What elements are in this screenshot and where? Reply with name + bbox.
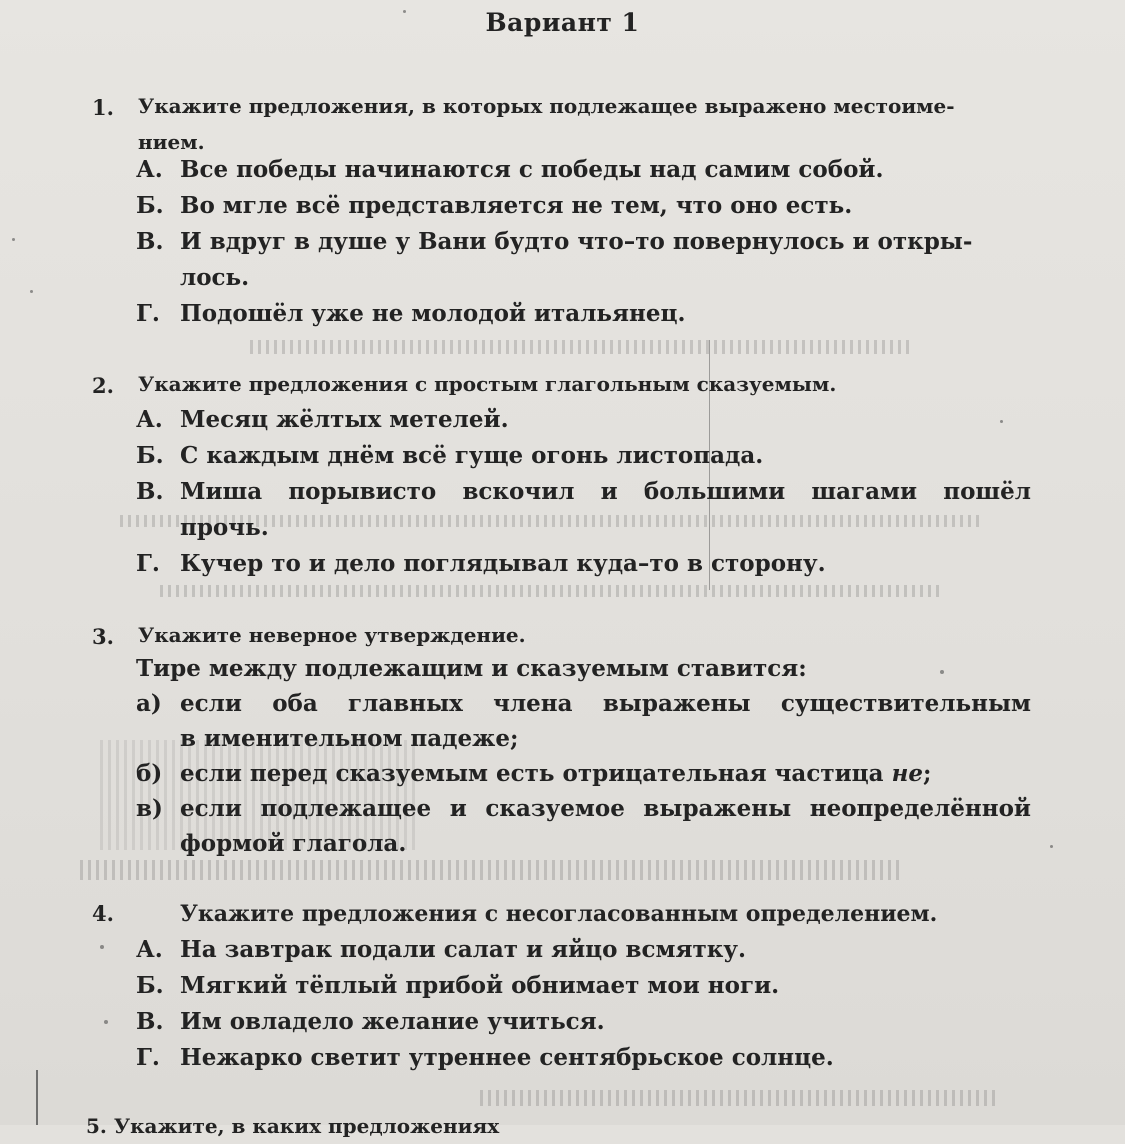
question-stem: Укажите предложения с простым глагольным сказуемым. xyxy=(138,372,837,396)
speck xyxy=(940,670,944,674)
option-a xyxy=(136,686,1031,722)
option-text-italic: не xyxy=(891,760,923,787)
option-text: Кучер то и дело поглядывал куда–то в сторону. xyxy=(180,550,826,577)
option-letter: Б. xyxy=(136,192,164,219)
option-text: Им овладело желание учиться. xyxy=(180,1008,605,1035)
option-text: И вдруг в душе у Вани будто что–то повернулось и откры- xyxy=(180,228,973,255)
option-b xyxy=(136,756,931,792)
option-text-continued: прочь. xyxy=(180,514,269,541)
question-5-cutoff: 5. Укажите, в каких предложениях xyxy=(86,1114,500,1138)
question-number: 4. xyxy=(92,901,114,926)
question-number: 2. xyxy=(92,373,114,398)
option-letter: Г. xyxy=(136,550,160,577)
option-text-continued: лось. xyxy=(180,264,250,291)
option-letter: А. xyxy=(136,406,163,433)
option-a xyxy=(136,152,884,188)
option-b xyxy=(136,438,763,474)
question-stem: нием. xyxy=(138,130,205,154)
option-v xyxy=(136,791,1031,827)
option-text: Все победы начинаются с победы над самим собой. xyxy=(180,156,884,183)
option-letter: в) xyxy=(136,795,163,822)
scan-smudge xyxy=(480,1090,1000,1106)
option-g xyxy=(136,546,826,582)
option-letter: А. xyxy=(136,156,163,183)
speck xyxy=(100,945,104,949)
option-letter: В. xyxy=(136,1008,164,1035)
question-stem: Укажите неверное утверждение. xyxy=(138,623,526,647)
question-number: 3. xyxy=(92,624,114,649)
option-text: если перед сказуемым есть отрицательная частица xyxy=(180,760,892,787)
speck xyxy=(30,290,33,293)
option-letter: А. xyxy=(136,936,163,963)
option-g xyxy=(136,296,685,332)
option-text: С каждым днём всё гуще огонь листопада. xyxy=(180,442,764,469)
speck xyxy=(104,1020,108,1024)
option-text-end: ; xyxy=(922,760,932,787)
speck xyxy=(12,238,15,241)
option-letter: Г. xyxy=(136,1044,160,1071)
scan-smudge xyxy=(80,860,900,880)
option-text: если подлежащее и сказуемое выражены неопределённой xyxy=(180,795,1031,822)
option-letter: Г. xyxy=(136,300,160,327)
option-text: если оба главных члена выражены существительным xyxy=(180,690,1031,717)
option-v xyxy=(136,1004,605,1040)
option-text-continued: формой глагола. xyxy=(180,830,407,857)
option-text: Нежарко светит утреннее сентябрьское солнце. xyxy=(180,1044,834,1071)
scan-line-left xyxy=(36,1070,38,1125)
option-letter: Б. xyxy=(136,972,164,999)
question-stem: Укажите предложения с несогласованным определением. xyxy=(180,901,938,927)
option-text: Месяц жёлтых метелей. xyxy=(180,406,509,433)
option-text: Подошёл уже не молодой итальянец. xyxy=(180,300,686,327)
scan-smudge xyxy=(250,340,910,354)
option-a xyxy=(136,402,509,438)
question-stem: Укажите предложения, в которых подлежащее выражено местоиме- xyxy=(138,94,955,118)
option-text-continued: в именительном падеже; xyxy=(180,725,519,752)
question-number: 1. xyxy=(92,95,114,120)
option-letter: В. xyxy=(136,228,164,255)
question-stem-lead: Тире между подлежащим и сказуемым ставится: xyxy=(136,655,807,682)
option-text: Миша порывисто вскочил и большими шагами пошёл xyxy=(180,478,1031,505)
speck xyxy=(1000,420,1003,423)
option-letter: а) xyxy=(136,690,162,717)
option-v xyxy=(136,474,1031,510)
option-letter: б) xyxy=(136,760,163,787)
scan-smudge xyxy=(160,585,940,597)
page-title: Вариант 1 xyxy=(485,8,640,37)
option-text: Мягкий тёплый прибой обнимает мои ноги. xyxy=(180,972,780,999)
option-a xyxy=(136,932,746,968)
option-text: На завтрак подали салат и яйцо всмятку. xyxy=(180,936,747,963)
option-v xyxy=(136,224,972,260)
option-g xyxy=(136,1040,834,1076)
option-text: Во мгле всё представляется не тем, что оно есть. xyxy=(180,192,853,219)
option-letter: В. xyxy=(136,478,164,505)
option-b xyxy=(136,188,852,224)
option-b xyxy=(136,968,779,1004)
speck xyxy=(1050,845,1053,848)
option-letter: Б. xyxy=(136,442,164,469)
